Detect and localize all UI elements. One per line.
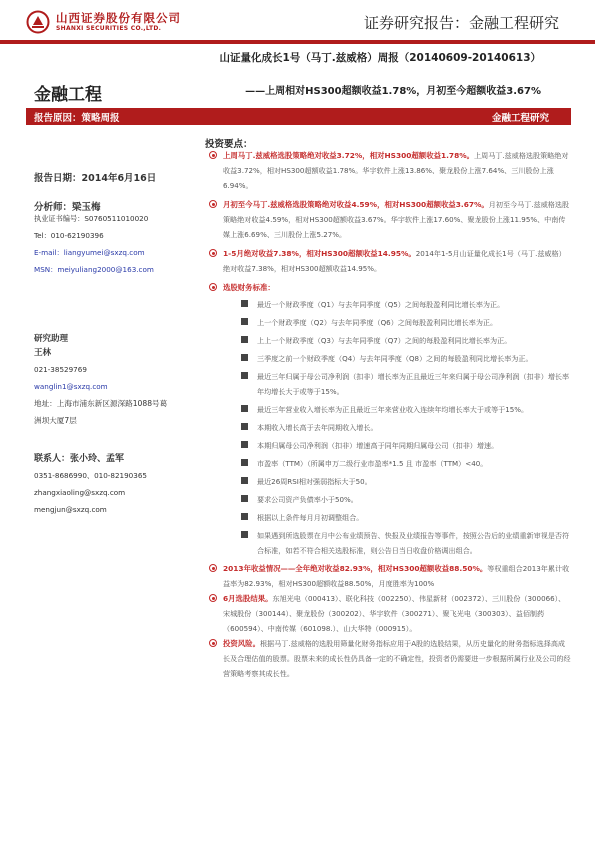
- contact-email-2[interactable]: mengjun@sxzq.com: [34, 505, 107, 514]
- criterion-item: [209, 369, 571, 399]
- criterion-text: 如果遇到所选股票在月中公布业绩预告、快报及业绩报告等事件，按照公告后的业绩重新审视是否符合标准，如若不符合相关选股标准，则公告日当日收盘价格调出组合。: [257, 531, 570, 555]
- criterion-text: 最近一个财政季度（Q1）与去年同季度（Q5）之间每股盈利同比增长率为正。: [257, 300, 505, 309]
- square-bullet-icon: [241, 531, 248, 538]
- company-logo: [26, 10, 181, 34]
- criterion-text: 市盈率（TTM）（所属申万二级行业市盈率*1.5 且 市盈率（TTM）<40。: [257, 459, 488, 468]
- point-text: 东旭光电（000413）、联化科技（002250）、伟星新材（002372）、三川股份（300066）、宋城股份（300144）、聚龙股份（300202）、华宇软件（300271）、聚飞光电（300303）、益佰制药（600594）、中南传媒（601098.）、山大华特（000915）。: [223, 594, 566, 633]
- address-line-1: 地址：上海市浦东新区源深路1088号葛: [34, 399, 168, 408]
- point-highlight: 选股财务标准：: [223, 283, 275, 292]
- criterion-text: 最近三年归属于母公司净利润（扣非）增长率为正且最近三年来归属于母公司净利润（扣非）增长率年均增长大于或等于15%。: [257, 372, 570, 396]
- contact-label: 联系人：张小玲、孟军: [34, 454, 125, 464]
- square-bullet-icon: [241, 405, 248, 412]
- assistant-name: 王林: [34, 348, 52, 358]
- criterion-item: [209, 438, 571, 453]
- sector-title: 金融工程: [34, 85, 102, 105]
- criterion-text: 最近三年营业收入增长率为正且最近三年来营业收入连续年均增长率大于或等于15%。: [257, 405, 529, 414]
- point-text: 月初至今马丁.兹威格选股策略绝对收益4.59%，相对HS300超额收益3.67%。华宇软件上涨17.60%、聚龙股份上涨11.95%、中南传媒上涨6.69%、三川股份上涨5.27%。: [223, 200, 570, 239]
- investment-points-heading: 投资要点：: [205, 139, 253, 150]
- criterion-item: [209, 456, 571, 471]
- point-jan-may: [209, 246, 571, 276]
- contact-email-1[interactable]: zhangxiaoling@sxzq.com: [34, 488, 126, 497]
- point-highlight: 上周马丁.兹威格选股策略绝对收益3.72%，相对HS300超额收益1.78%。: [223, 151, 475, 160]
- criterion-text: 本期收入增长高于去年同期收入增长。: [257, 423, 378, 432]
- address-line-2: 洲坝大厦7层: [34, 416, 77, 425]
- square-bullet-icon: [241, 423, 248, 430]
- bullet-icon: [209, 151, 217, 159]
- bullet-icon: [209, 283, 217, 291]
- header-divider: [0, 40, 595, 44]
- report-type: 证券研究报告：金融工程研究: [363, 14, 559, 32]
- report-reason-band: [26, 108, 571, 125]
- criterion-item: [209, 510, 571, 525]
- square-bullet-icon: [241, 336, 248, 343]
- criterion-text: 根据以上条件每月月初调整组合。: [257, 513, 364, 522]
- analyst-license: 执业证书编号：S0760511010020: [34, 214, 149, 223]
- company-name-cn: 山西证券股份有限公司: [56, 10, 181, 25]
- page-header: [0, 0, 595, 44]
- criterion-item: [209, 402, 571, 417]
- point-text: 等权重组合2013年累计收益率为82.93%，相对HS300超额收益88.50%，月度胜率为100%: [223, 564, 570, 588]
- square-bullet-icon: [241, 477, 248, 484]
- criterion-text: 最近26周RSI相对强弱指标大于50。: [257, 477, 372, 486]
- criterion-text: 上上一个财政季度（Q3）与去年同季度（Q7）之间的每股盈利同比增长率为正。: [257, 336, 512, 345]
- criterion-text: 上一个财政季度（Q2）与去年同季度（Q6）之间每股盈利同比增长率为正。: [257, 318, 498, 327]
- criterion-item: [209, 528, 571, 558]
- point-criteria: [209, 280, 571, 295]
- assistant-email[interactable]: wanglin1@sxzq.com: [34, 382, 108, 391]
- point-2013: [209, 561, 571, 591]
- report-date: 报告日期：2014年6月16日: [34, 173, 157, 184]
- bullet-icon: [209, 564, 217, 572]
- point-highlight: 1-5月绝对收益7.38%，相对HS300超额收益14.95%。: [223, 249, 416, 258]
- point-june-picks: [209, 591, 571, 636]
- square-bullet-icon: [241, 441, 248, 448]
- square-bullet-icon: [241, 354, 248, 361]
- square-bullet-icon: [241, 318, 248, 325]
- criterion-text: 本期归属母公司净利润（扣非）增速高于同年同期归属母公司（扣非）增速。: [257, 441, 499, 450]
- criterion-item: [209, 333, 571, 348]
- assistant-title: 研究助理: [34, 334, 69, 344]
- bullet-icon: [209, 249, 217, 257]
- bullet-icon: [209, 594, 217, 602]
- criterion-item: [209, 297, 571, 312]
- report-title: 山证量化成长1号（马丁.兹威格）周报（20140609-20140613）: [219, 52, 541, 64]
- analyst-msn[interactable]: MSN：meiyuliang2000@163.com: [34, 265, 154, 274]
- band-sector: 金融工程研究: [491, 113, 549, 124]
- contact-tel: 0351-8686990、010-82190365: [34, 471, 147, 480]
- criterion-item: [209, 492, 571, 507]
- point-highlight: 6月选股结果。: [223, 594, 273, 603]
- point-text: 2014年1-5月山证量化成长1号（马丁.兹威格）绝对收益7.38%，相对HS300超额收益14.95%。: [223, 249, 566, 273]
- criterion-item: [209, 474, 571, 489]
- point-highlight: 月初至今马丁.兹威格选股策略绝对收益4.59%，相对HS300超额收益3.67%。: [223, 200, 489, 209]
- investment-points: [209, 148, 571, 681]
- criterion-text: 要求公司资产负债率小于50%。: [257, 495, 358, 504]
- report-reason: 报告原因：策略周报: [34, 113, 120, 124]
- analyst-name: 分析师：梁玉梅: [34, 202, 101, 213]
- point-month-to-date: [209, 197, 571, 242]
- point-highlight: 投资风险。: [223, 639, 260, 648]
- square-bullet-icon: [241, 513, 248, 520]
- point-text: 上周马丁.兹威格选股策略绝对收益3.72%，相对HS300超额收益1.78%。华宇软件上涨13.86%、聚龙股份上涨7.64%、三川股份上涨6.94%。: [223, 151, 569, 190]
- square-bullet-icon: [241, 495, 248, 502]
- bullet-icon: [209, 200, 217, 208]
- bullet-icon: [209, 639, 217, 647]
- point-highlight: 2013年收益情况——全年绝对收益82.93%，相对HS300超额收益88.50%。: [223, 564, 488, 573]
- point-text: 根据马丁.兹威格的选股用筛量化财务指标应用于A股的选股结果，从历史量化的财务指标选择高成长及合理估值的股票。股票未来的成长性仍具备一定的不确定性，投资者仍需要进一步根据所属行业及公司的经营策略考察其成长性。: [223, 639, 571, 678]
- criterion-item: [209, 351, 571, 366]
- company-logo-icon: [26, 10, 50, 34]
- square-bullet-icon: [241, 372, 248, 379]
- criterion-item: [209, 420, 571, 435]
- report-subtitle: ——上周相对HS300超额收益1.78%，月初至今超额收益3.67%: [245, 86, 541, 97]
- analyst-tel: Tel：010-62190396: [34, 231, 104, 240]
- point-risk: [209, 636, 571, 681]
- assistant-tel: 021-38529769: [34, 365, 87, 374]
- criterion-item: [209, 315, 571, 330]
- analyst-email[interactable]: E-mail：liangyumei@sxzq.com: [34, 248, 145, 257]
- square-bullet-icon: [241, 300, 248, 307]
- criterion-text: 三季度之前一个财政季度（Q4）与去年同季度（Q8）之间的每股盈利同比增长率为正。: [257, 354, 533, 363]
- point-last-week: [209, 148, 571, 193]
- square-bullet-icon: [241, 459, 248, 466]
- company-name-en: SHANXI SECURITIES CO.,LTD.: [56, 24, 162, 32]
